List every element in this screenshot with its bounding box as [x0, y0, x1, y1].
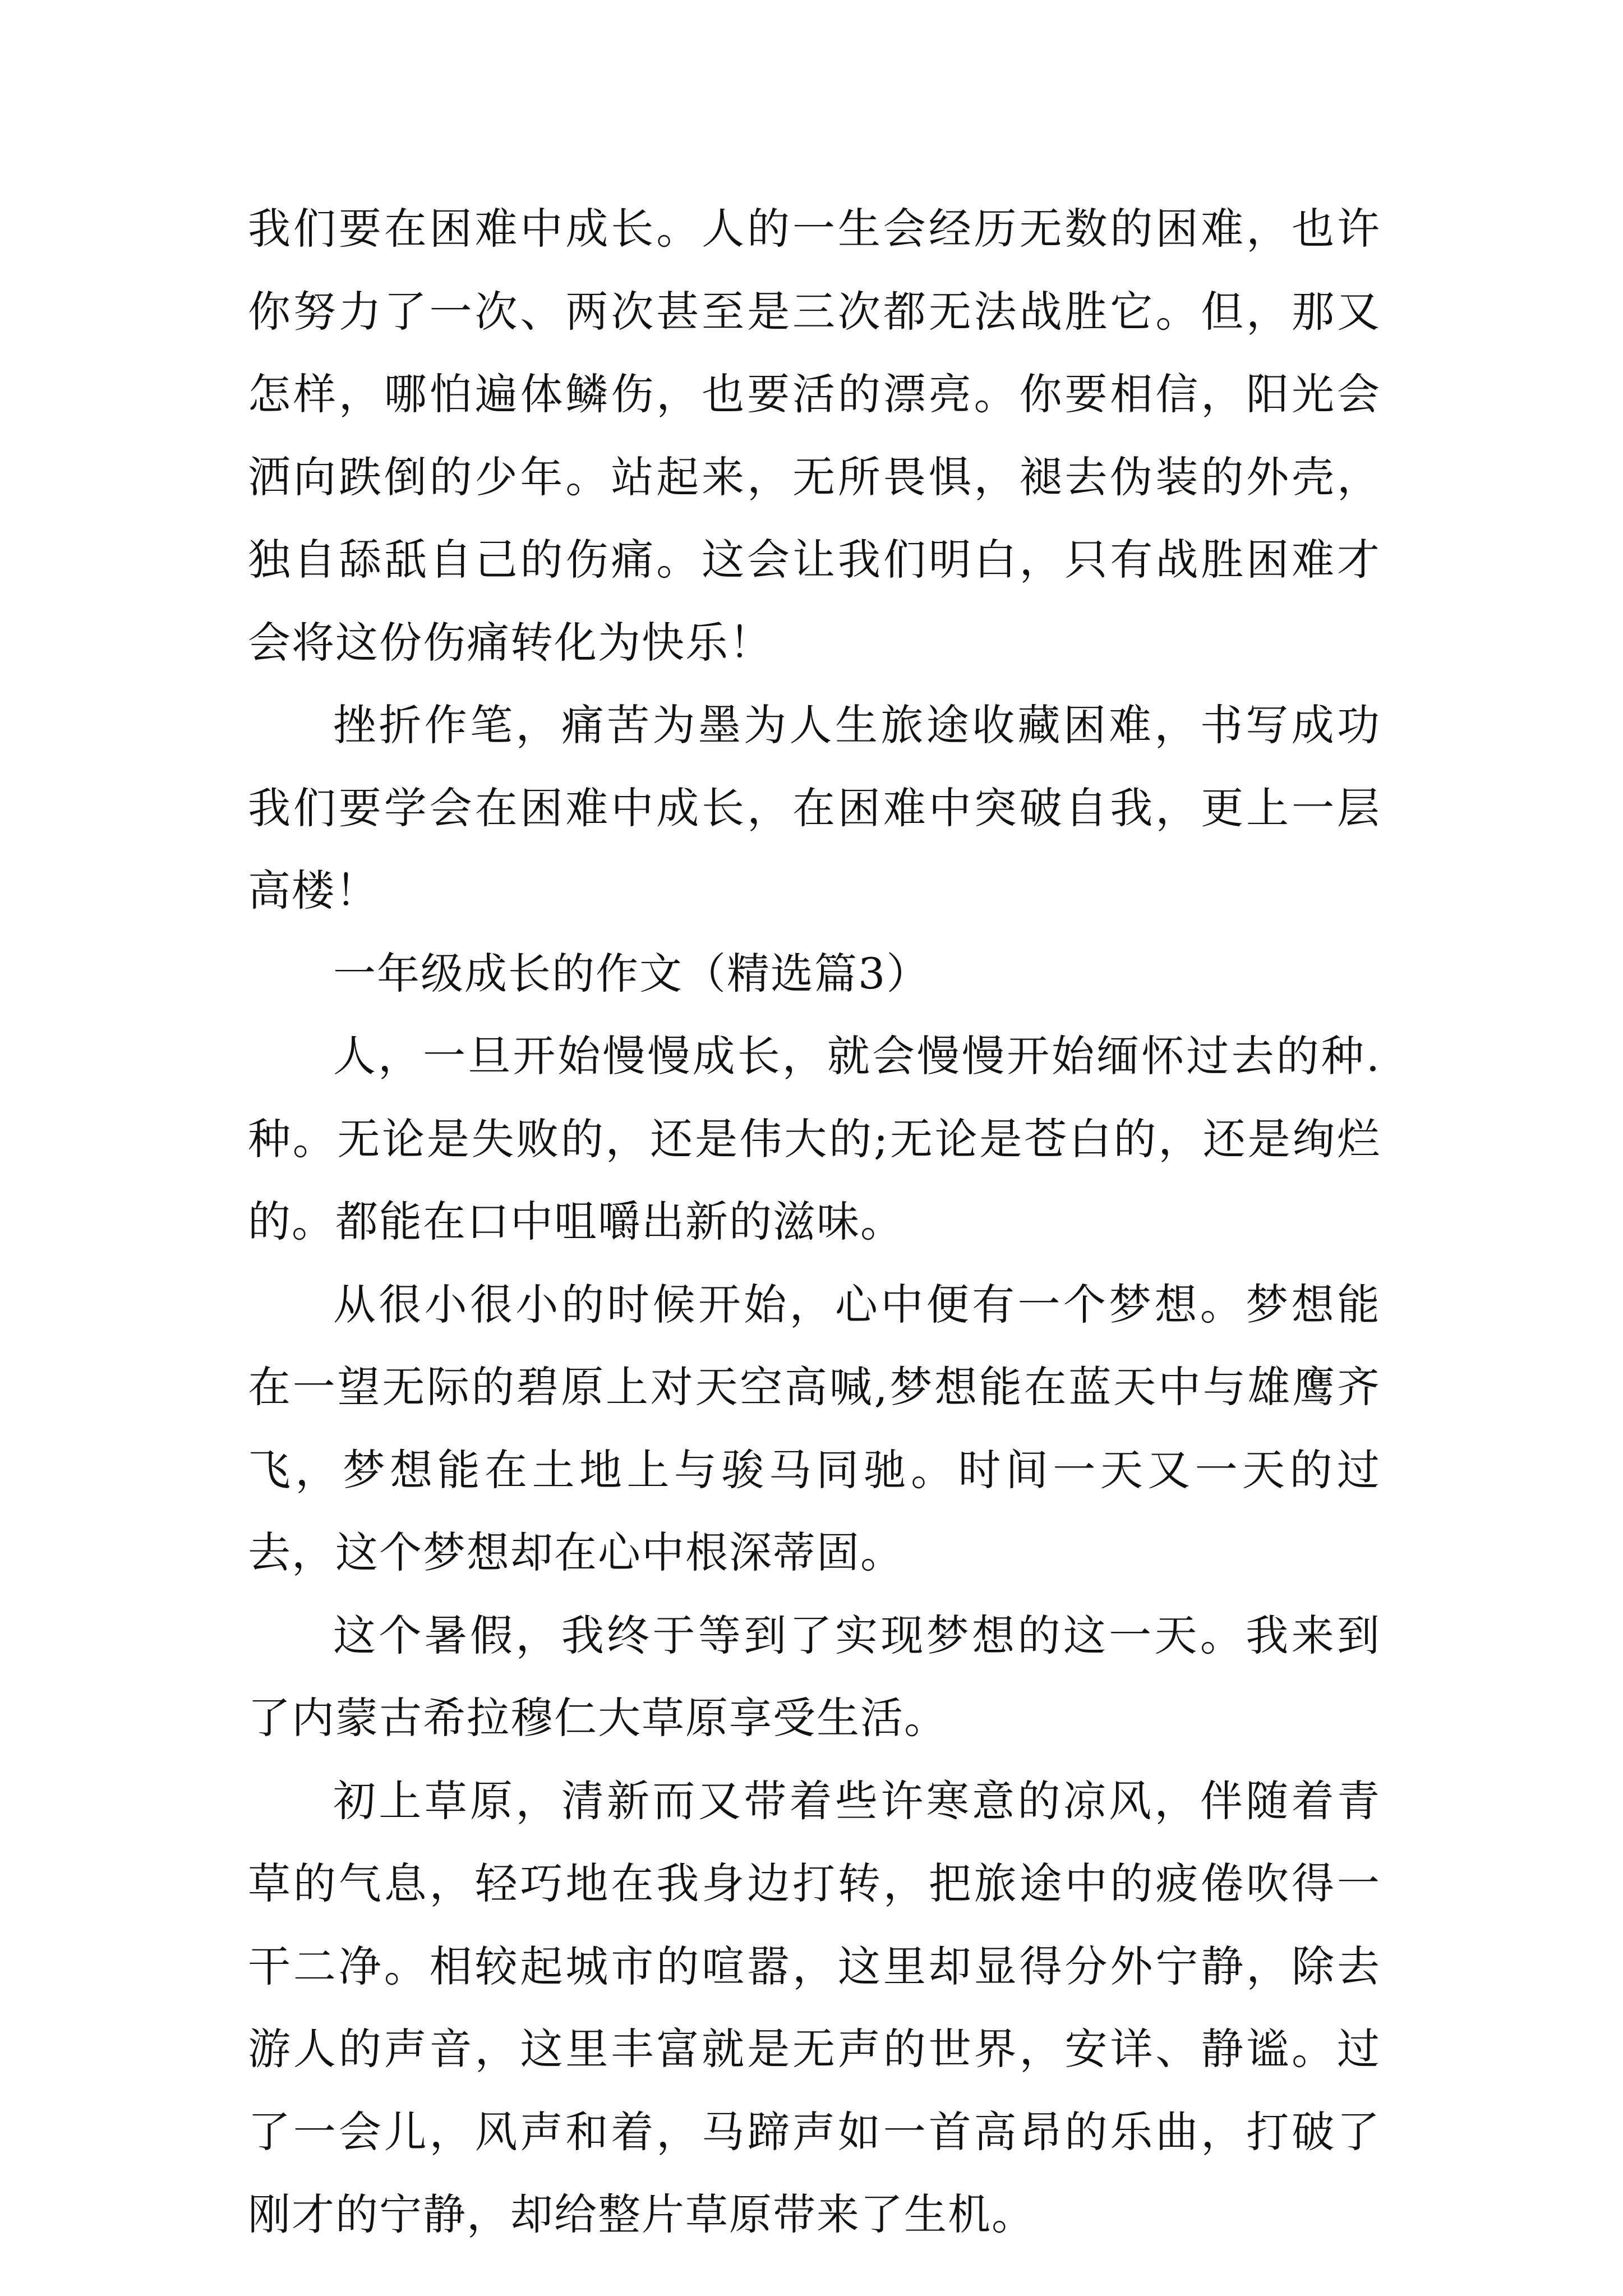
document-body: [248, 187, 1381, 2256]
paragraph-6: 初上草原，清新而又带着些许寒意的凉风，伴随着青草的气息，轻巧地在我身边打转，把旅途中的疲倦吹得一干二净。相较起城市的喧嚣，这里却显得分外宁静，除去游人的声音，这里丰富就是无声的世界，安详、静谧。过了一会儿，风声和着，马蹄声如一首高昂的乐曲，打破了刚才的宁静，却给整片草原带来了生机。: [248, 1775, 1381, 2239]
paragraph-5: 这个暑假，我终于等到了实现梦想的这一天。我来到了内蒙古希拉穆仁大草原享受生活。: [248, 1610, 1381, 1743]
paragraph-1: 我们要在困难中成长。人的一生会经历无数的困难，也许你努力了一次、两次甚至是三次都无法战胜它。但，那又怎样，哪怕遍体鳞伤，也要活的漂亮。你要相信，阳光会洒向跌倒的少年。站起来，无所畏惧，褪去伪装的外壳，独自舔舐自己的伤痛。这会让我们明白，只有战胜困难才会将这份伤痛转化为快乐！: [248, 204, 1381, 668]
paragraph-2: 挫折作笔，痛苦为墨为人生旅途收藏困难，书写成功我们要学会在困难中成长，在困难中突破自我，更上一层高楼！: [248, 700, 1381, 915]
section-heading: 一年级成长的作文（精选篇3）: [333, 948, 930, 999]
paragraph-3: 人，一旦开始慢慢成长，就会慢慢开始缅怀过去的种.种。无论是失败的，还是伟大的;无论是苍白的，还是绚烂的。都能在口中咀嚼出新的滋味。: [248, 1031, 1381, 1246]
paragraph-4: 从很小很小的时候开始，心中便有一个梦想。梦想能在一望无际的碧原上对天空高喊,梦想能在蓝天中与雄鹰齐飞，梦想能在土地上与骏马同驰。时间一天又一天的过去，这个梦想却在心中根深蒂固。: [248, 1279, 1381, 1577]
